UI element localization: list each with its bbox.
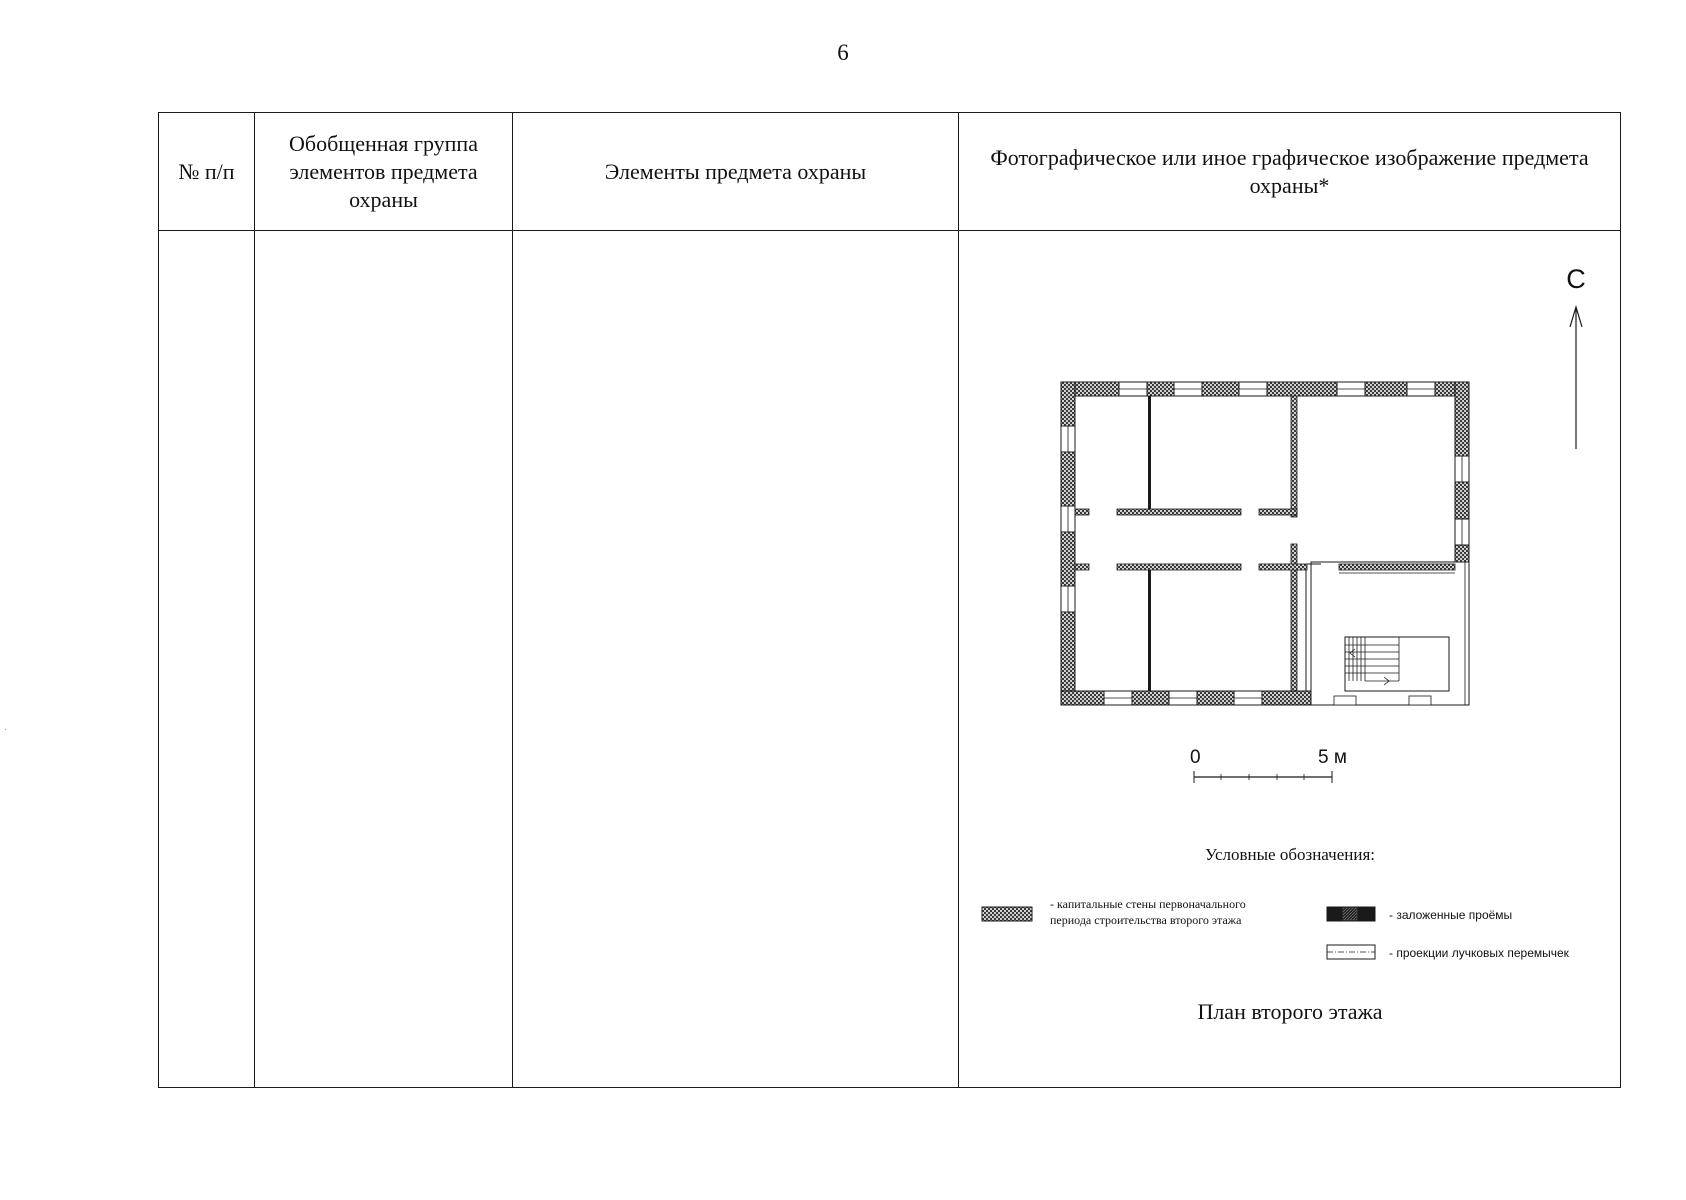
- scale-five-label: 5 м: [1318, 747, 1347, 768]
- scan-mark: ˙: [4, 728, 8, 739]
- header-number: [159, 113, 255, 231]
- header-image-text: Фотографическое или иное графическое изображение предмета охраны*: [990, 144, 1589, 198]
- second-floor-plan-drawing: [959, 231, 1622, 1088]
- protection-subject-table: [158, 112, 1621, 1088]
- legend-lintel-projections: - проекции лучковых перемычек: [1389, 946, 1569, 960]
- scale-zero-label: 0: [1190, 747, 1201, 768]
- legend-title: Условные обозначения:: [1204, 845, 1376, 864]
- staircase: [1345, 637, 1449, 691]
- header-group: [255, 113, 513, 231]
- plan-caption: План второго этажа: [1197, 999, 1383, 1024]
- cell-image: [959, 231, 1621, 1088]
- legend-capital-walls-line1: - капитальные стены первоначального: [1050, 897, 1246, 911]
- north-label: С: [1566, 264, 1586, 294]
- header-group-text: Обобщенная группа элементов предмета охраны: [289, 130, 478, 212]
- table-header-row: [159, 113, 1621, 231]
- legend-capital-walls-line2: периода строительства второго этажа: [1050, 913, 1242, 927]
- lintel-projections-swatch-icon: [1327, 945, 1375, 959]
- cell-elements: [513, 231, 959, 1088]
- legend-blocked-openings: - заложенные проёмы: [1389, 908, 1513, 922]
- floor-plan: [1061, 382, 1469, 705]
- north-arrow-icon: [1566, 264, 1586, 449]
- page-number: 6: [837, 40, 849, 65]
- scale-bar: [1190, 747, 1347, 783]
- header-image: [959, 113, 1621, 231]
- cell-number: [159, 231, 255, 1088]
- capital-walls-swatch-icon: [982, 907, 1032, 921]
- blocked-openings-swatch-icon: [1327, 907, 1375, 921]
- table-row: [159, 231, 1621, 1088]
- cell-group: [255, 231, 513, 1088]
- header-number-text: № п/п: [178, 158, 235, 184]
- header-elements: [513, 113, 959, 231]
- header-elements-text: Элементы предмета охраны: [604, 158, 867, 184]
- legend: [982, 845, 1570, 960]
